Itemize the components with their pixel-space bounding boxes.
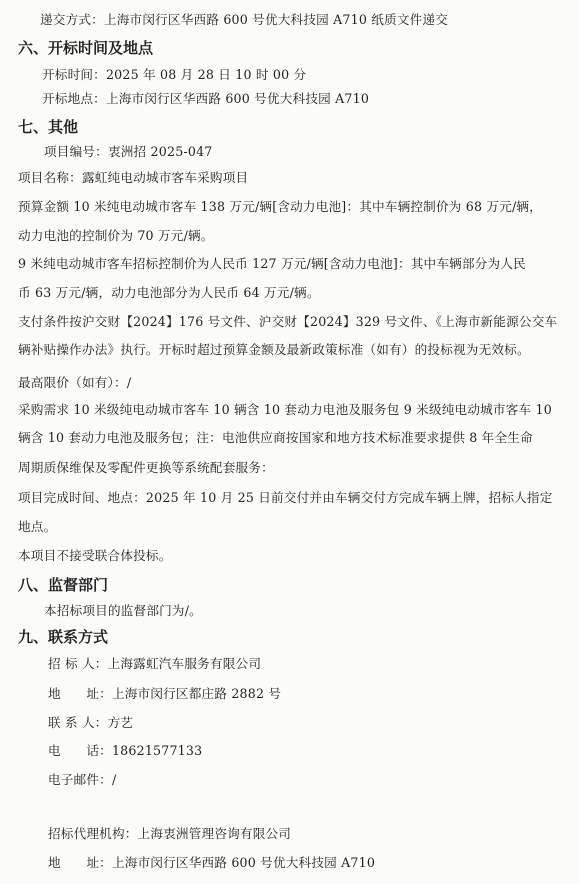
- opening-time: 开标时间：2025 年 08 月 28 日 10 时 00 分: [42, 67, 307, 82]
- tenderer-address: 地 址：上海市闵行区都庄路 2882 号: [48, 686, 282, 701]
- control-price-line-1: 9 米纯电动城市客车招标控制价为人民币 127 万元/辆[含动力电池]：其中车辆部分为人民: [18, 256, 526, 271]
- submission-method: 递交方式：上海市闵行区华西路 600 号优大科技园 A710 纸质文件递交: [40, 12, 449, 27]
- section-heading-9: 九、联系方式: [18, 628, 109, 646]
- requirements-line-3: 周期质保维保及零配件更换等系统配套服务：: [18, 460, 274, 475]
- opening-location: 开标地点：上海市闵行区华西路 600 号优大科技园 A710: [42, 91, 370, 106]
- agency-address: 地 址：上海市闵行区华西路 600 号优大科技园 A710: [48, 855, 376, 870]
- project-number: 项目编号：衷洲招 2025-047: [44, 144, 213, 159]
- project-name: 项目名称：露虹纯电动城市客车采购项目: [18, 170, 249, 185]
- budget-line-2: 动力电池的控制价为 70 万元/辆。: [18, 228, 214, 243]
- max-price: 最高限价（如有）：/: [18, 375, 132, 390]
- completion-line-2: 地点。: [18, 519, 57, 534]
- requirements-line-1: 采购需求 10 米级纯电动城市客车 10 辆含 10 套动力电池及服务包 9 米级纯电动城市客车 10: [18, 402, 552, 417]
- budget-line-1: 预算金额 10 米纯电动城市客车 138 万元/辆[含动力电池]：其中车辆控制价为 68 万元/辆，: [18, 199, 543, 214]
- section-heading-6: 六、开标时间及地点: [18, 39, 154, 57]
- tenderer: 招 标 人：上海露虹汽车服务有限公司: [48, 656, 262, 671]
- email: 电子邮件：/: [48, 772, 117, 787]
- completion-line-1: 项目完成时间、地点：2025 年 10 月 25 日前交付并由车辆交付方完成车辆上牌，招标人指定: [18, 490, 553, 505]
- payment-terms-line-2: 辆补贴操作办法》执行。开标时超过预算金额及最新政策标准（如有）的投标视为无效标。: [18, 342, 530, 357]
- section-heading-7: 七、其他: [18, 118, 79, 136]
- requirements-line-2: 辆含 10 套动力电池及服务包；注：电池供应商按国家和地方技术标准要求提供 8 年全生命: [18, 430, 533, 445]
- supervision-dept: 本招标项目的监督部门为/。: [44, 603, 202, 618]
- agency: 招标代理机构：上海衷洲管理咨询有限公司: [48, 826, 292, 841]
- phone: 电 话：18621577133: [48, 743, 203, 758]
- contact-person: 联 系 人：方艺: [48, 715, 134, 730]
- control-price-line-2: 币 63 万元/辆，动力电池部分为人民币 64 万元/辆。: [18, 285, 320, 300]
- payment-terms-line-1: 支付条件按沪交财【2024】176 号文件、沪交财【2024】329 号文件、《上海市新能源公交车: [18, 314, 558, 329]
- no-consortium: 本项目不接受联合体投标。: [18, 548, 172, 563]
- section-heading-8: 八、监督部门: [18, 576, 109, 594]
